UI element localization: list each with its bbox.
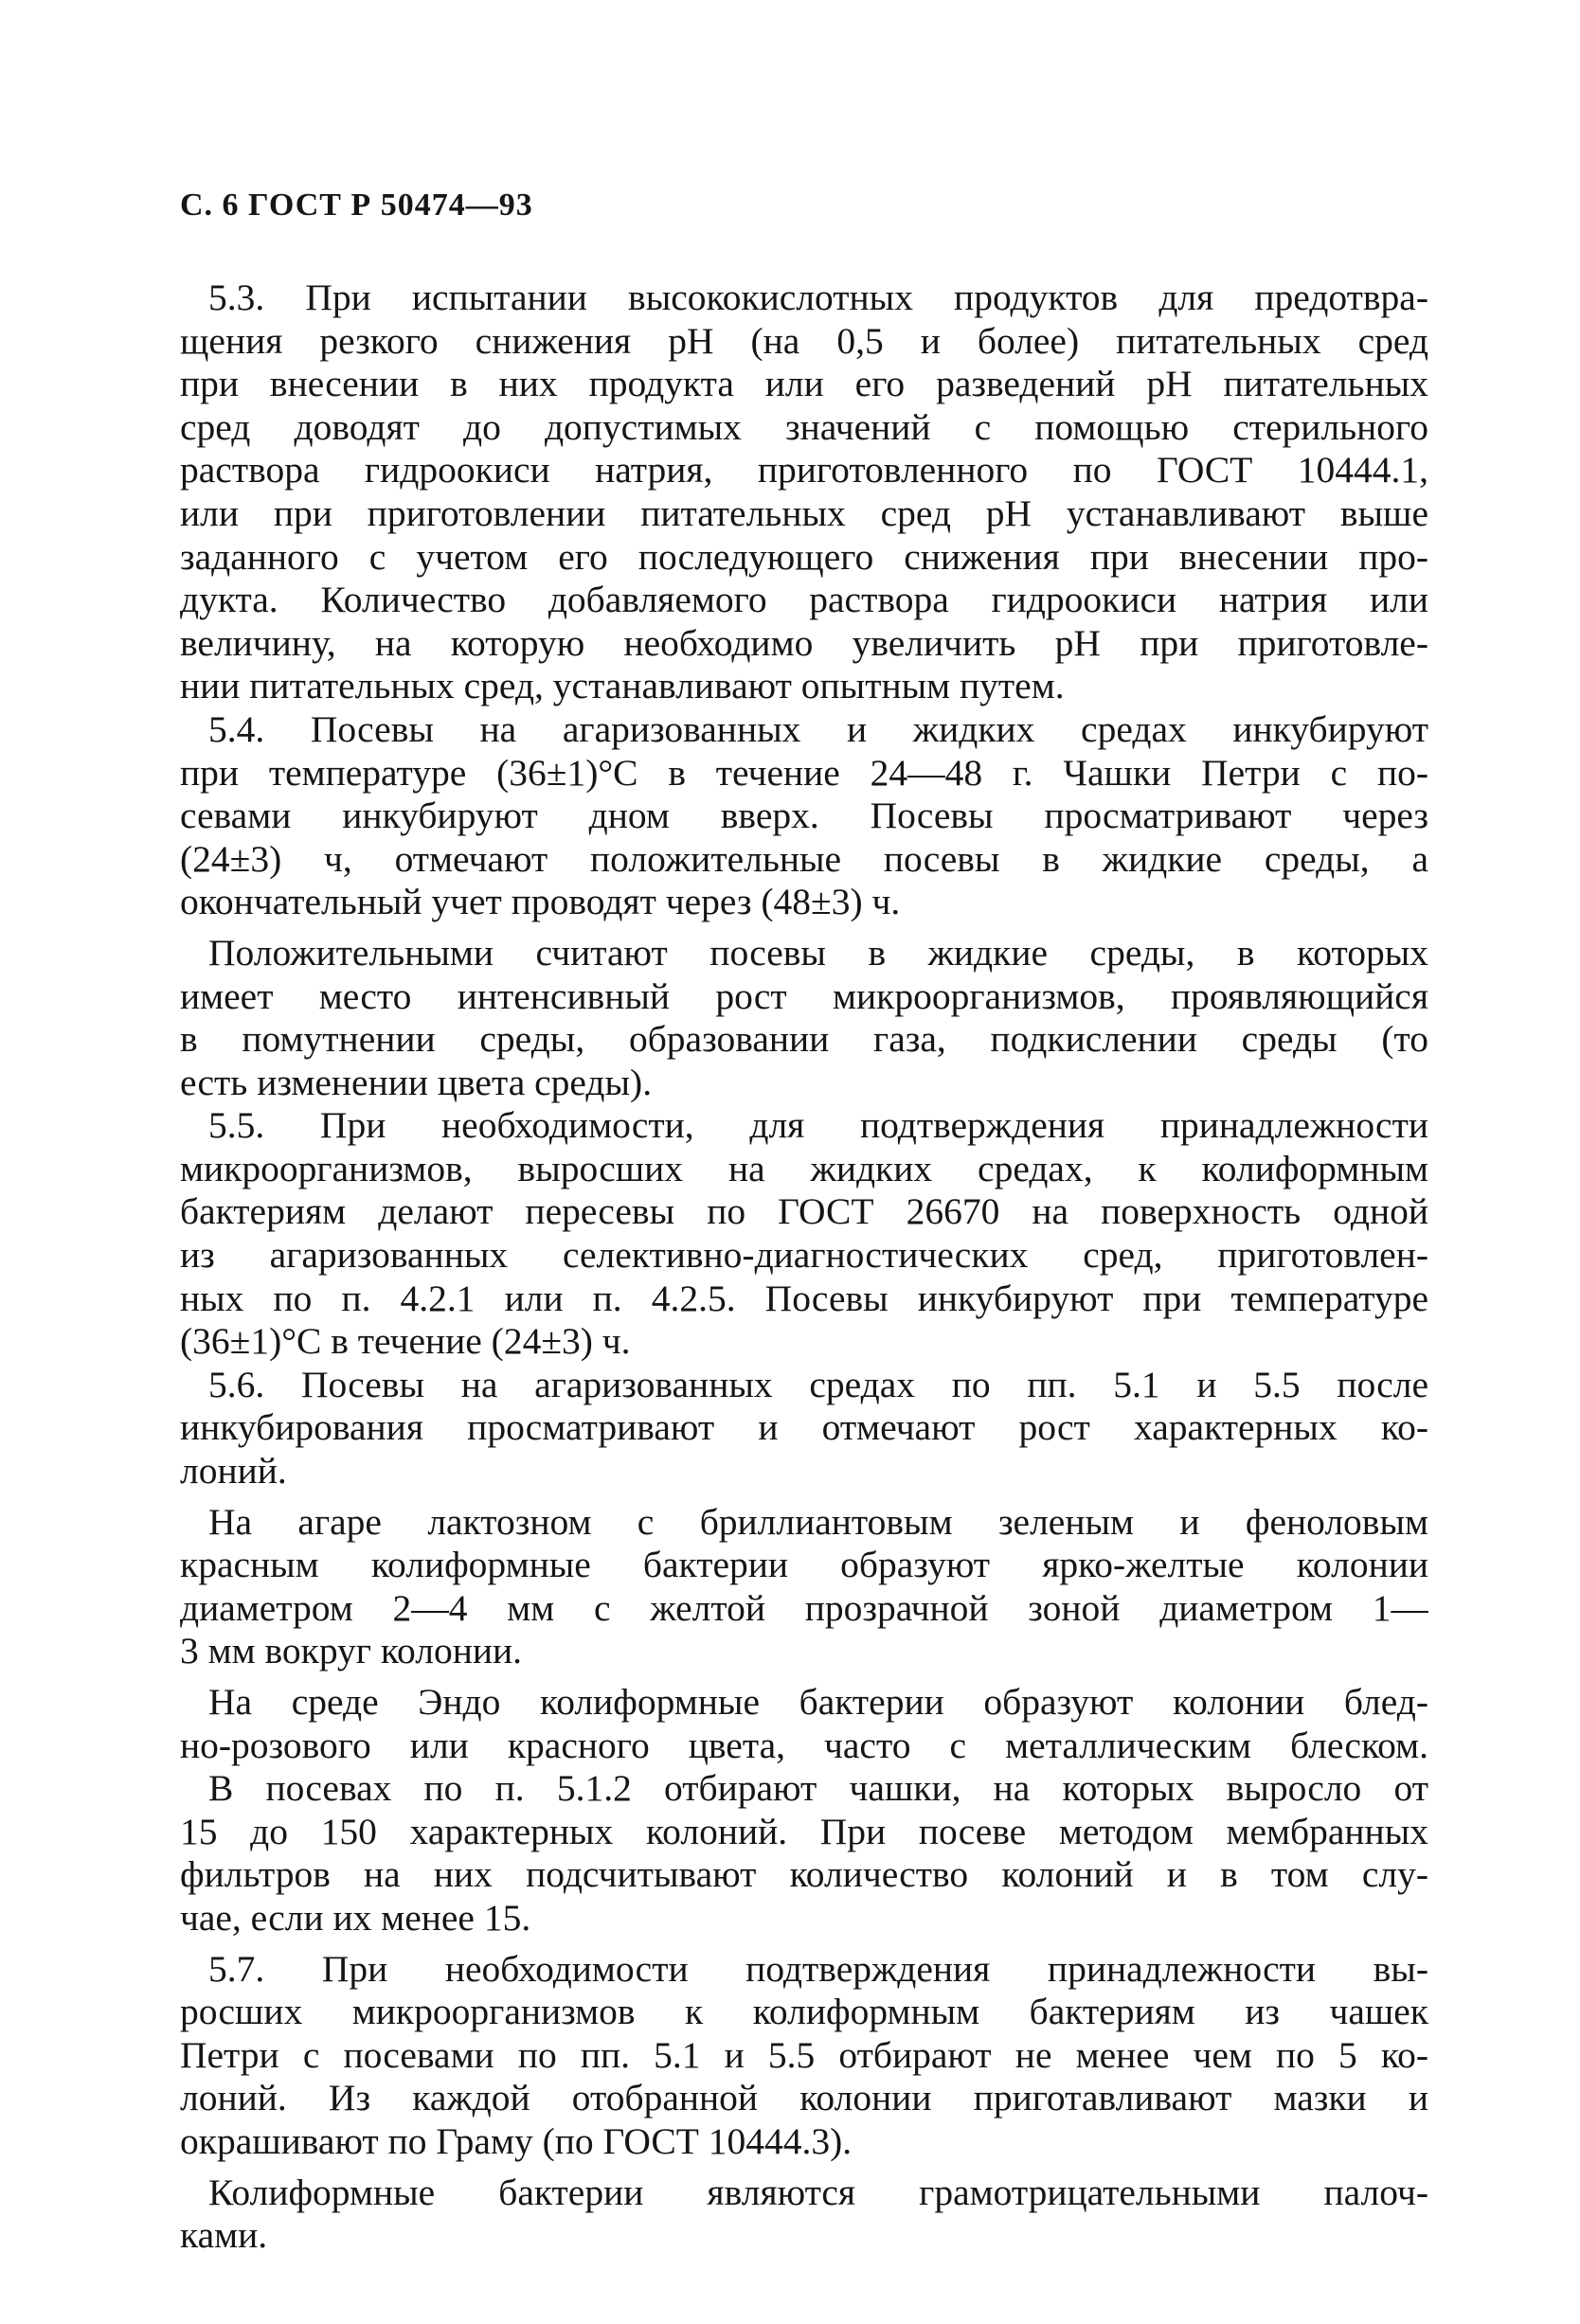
- text-line: 5.6. Посевы на агаризованных средах по пп. 5.1 и 5.5 после: [208, 1363, 1428, 1405]
- text-line: окрашивают по Граму (по ГОСТ 10444.3).: [180, 2119, 853, 2162]
- text-line: диаметром 2—4 мм с желтой прозрачной зоной диаметром 1—: [180, 1586, 1428, 1629]
- paragraph-gap: [180, 2164, 1428, 2172]
- paragraph-gap: [180, 1673, 1428, 1681]
- text-line: бактериям делают пересевы по ГОСТ 26670 на поверхность одной: [180, 1190, 1428, 1233]
- text-line: На агаре лактозном с бриллиантовым зеленым и феноловым: [208, 1500, 1428, 1543]
- text-line: нии питательных сред, устанавливают опытным путем.: [180, 665, 1065, 707]
- page-header: С. 6 ГОСТ Р 50474—93: [180, 188, 533, 223]
- paragraph-gap: [180, 1493, 1428, 1501]
- text-line: ками.: [180, 2214, 268, 2257]
- text-line: чае, если их менее 15.: [180, 1896, 531, 1939]
- text-line: 5.5. При необходимости, для подтверждения принадлежности: [208, 1104, 1428, 1147]
- text-line: На среде Эндо колиформные бактерии образуют колонии блед-: [208, 1681, 1428, 1723]
- text-line: щения резкого снижения pH (на 0,5 и более) питательных сред: [180, 319, 1428, 362]
- text-line: раствора гидроокиси натрия, приготовленного по ГОСТ 10444.1,: [180, 449, 1428, 492]
- text-line: ных по п. 4.2.1 или п. 4.2.5. Посевы инкубируют при температуре: [180, 1277, 1428, 1319]
- text-line: красным колиформные бактерии образуют ярко-желтые колонии: [180, 1544, 1428, 1586]
- text-line: в помутнении среды, образовании газа, подкислении среды (то: [180, 1018, 1428, 1061]
- text-line: (24±3) ч, отмечают положительные посевы в жидкие среды, а: [180, 837, 1428, 880]
- text-line: 5.4. Посевы на агаризованных и жидких средах инкубируют: [208, 707, 1428, 750]
- text-line: инкубирования просматривают и отмечают рост характерных ко-: [180, 1406, 1428, 1449]
- text-line: Колиформные бактерии являются грамотрицательными палоч-: [208, 2171, 1428, 2213]
- text-line: дукта. Количество добавляемого раствора гидроокиси натрия или: [180, 579, 1428, 621]
- text-line: но-розового или красного цвета, часто с металлическим блеском.: [180, 1724, 1428, 1766]
- text-line: из агаризованных селективно-диагностических сред, приготовлен-: [180, 1234, 1428, 1277]
- text-line: 5.7. При необходимости подтверждения принадлежности вы-: [208, 1947, 1428, 1990]
- text-line: Петри с посевами по пп. 5.1 и 5.5 отбирают не менее чем по 5 ко-: [180, 2033, 1428, 2076]
- text-line: есть изменении цвета среды).: [180, 1061, 653, 1103]
- text-line: лоний.: [180, 1450, 287, 1493]
- paragraph-gap: [180, 1940, 1428, 1948]
- text-line: микроорганизмов, выросших на жидких средах, к колиформным: [180, 1147, 1428, 1189]
- text-line: сред доводят до допустимых значений с помощью стерильного: [180, 405, 1428, 448]
- text-line: фильтров на них подсчитывают количество колоний и в том слу-: [180, 1853, 1428, 1896]
- text-line: при температуре (36±1)°C в течение 24—48 г. Чашки Петри с по-: [180, 751, 1428, 794]
- text-line: окончательный учет проводят через (48±3) ч.: [180, 881, 901, 923]
- text-line: В посевах по п. 5.1.2 отбирают чашки, на которых выросло от: [208, 1767, 1428, 1810]
- text-line: севами инкубируют дном вверх. Посевы просматривают через: [180, 795, 1428, 837]
- text-line: (36±1)°C в течение (24±3) ч.: [180, 1320, 631, 1363]
- text-line: 3 мм вокруг колонии.: [180, 1630, 523, 1672]
- text-line: 5.3. При испытании высококислотных продуктов для предотвра-: [208, 277, 1428, 318]
- text-line: заданного с учетом его последующего снижения при внесении про-: [180, 535, 1428, 578]
- text-line: величину, на которую необходимо увеличить pH при приготовле-: [180, 621, 1428, 664]
- text-line: имеет место интенсивный рост микроорганизмов, проявляющийся: [180, 974, 1428, 1017]
- paragraph-gap: [180, 924, 1428, 932]
- text-line: 15 до 150 характерных колоний. При посеве методом мембранных: [180, 1810, 1428, 1852]
- text-line: росших микроорганизмов к колиформным бактериям из чашек: [180, 1991, 1428, 2033]
- document-body: [180, 277, 1428, 2258]
- text-line: лоний. Из каждой отобранной колонии приготавливают мазки и: [180, 2077, 1428, 2119]
- text-line: Положительными считают посевы в жидкие среды, в которых: [208, 931, 1428, 974]
- text-line: или при приготовлении питательных сред pH устанавливают выше: [180, 492, 1428, 534]
- text-line: при внесении в них продукта или его разведений pH питательных: [180, 363, 1428, 405]
